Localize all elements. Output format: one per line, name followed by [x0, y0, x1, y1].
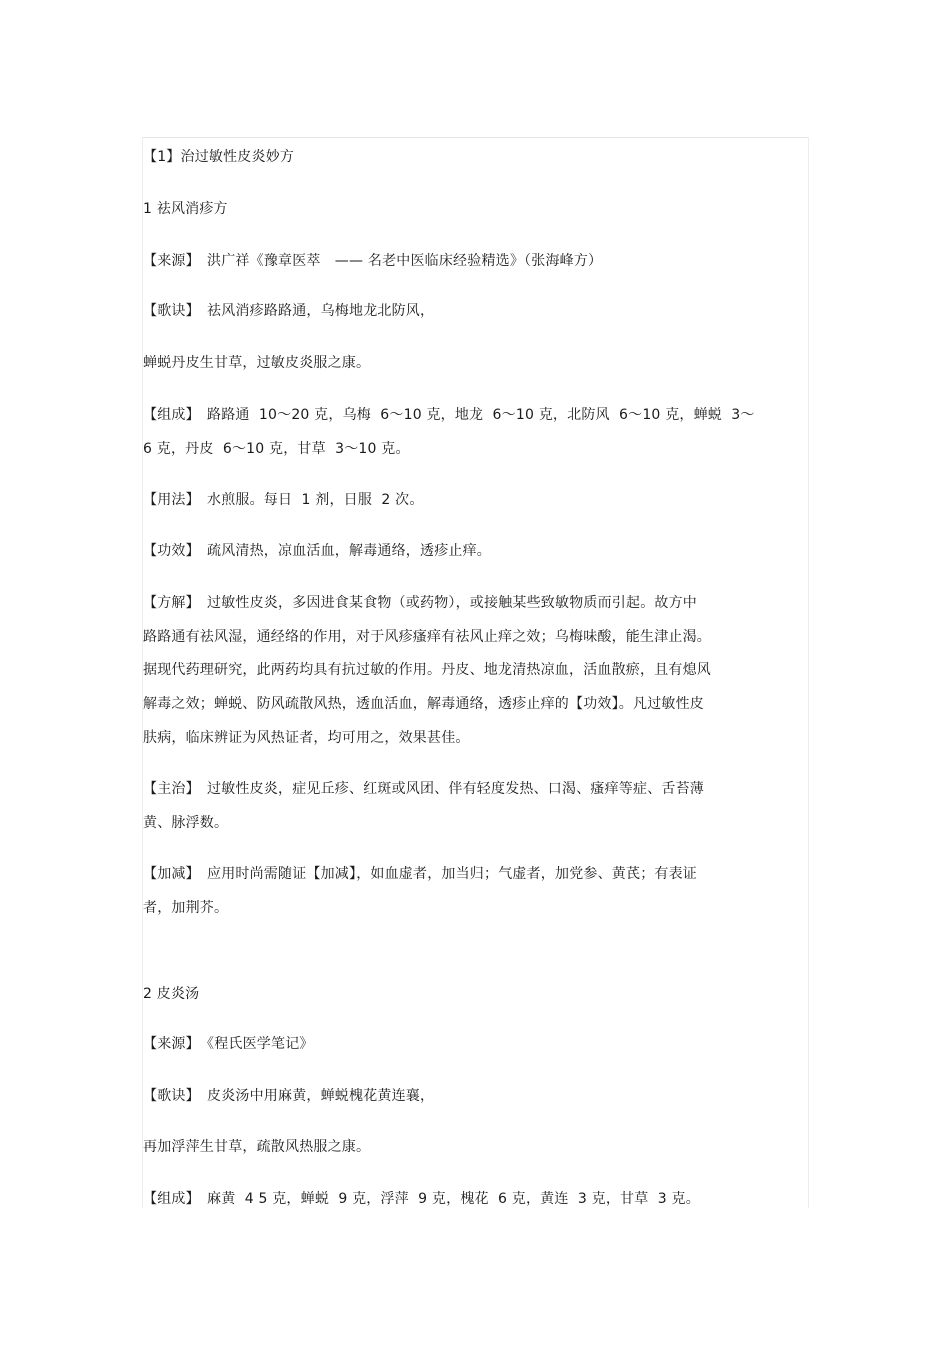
recipe-1-indication-line-2: 黄、脉浮数。 [143, 815, 229, 831]
recipe-1-explanation-line-4: 解毒之效；蝉蜕、防风疏散风热，透血活血，解毒通络，透疹止痒的【功效】。凡过敏性皮 [143, 696, 704, 712]
recipe-2-verse-line-2: 再加浮萍生甘草，疏散风热服之康。 [143, 1139, 371, 1155]
recipe-1-composition-line-1: 【组成】 路路通 10～20 克，乌梅 6～10 克，地龙 6～10 克，北防风 6～10 克，蝉蜕 3～ [143, 407, 755, 423]
recipe-1-modification-line-2: 者，加荆芥。 [143, 900, 229, 916]
recipe-2-verse-line-1: 【歌诀】 皮炎汤中用麻黄，蝉蜕槐花黄连襄， [143, 1088, 435, 1104]
recipe-1-source: 【来源】 洪广祥《豫章医萃 —— 名老中医临床经验精选》（张海峰方） [143, 253, 603, 269]
recipe-1-explanation-line-2: 路路通有祛风湿，通经络的作用，对于风疹瘙痒有祛风止痒之效；乌梅味酸，能生津止渴。 [143, 629, 711, 645]
recipe-1-title: 1 祛风消疹方 [143, 201, 228, 217]
recipe-1-modification-line-1: 【加减】 应用时尚需随证【加减】，如血虚者，加当归；气虚者，加党参、黄芪；有表证 [143, 866, 697, 882]
recipe-2-title: 2 皮炎汤 [143, 986, 200, 1002]
recipe-1-verse-line-1: 【歌诀】 祛风消疹路路通，乌梅地龙北防风， [143, 303, 435, 319]
recipe-1-explanation-line-3: 据现代药理研究，此两药均具有抗过敏的作用。丹皮、地龙清热凉血，活血散瘀，且有熄风 [143, 662, 711, 678]
recipe-1-efficacy: 【功效】 疏风清热，凉血活血，解毒通络，透疹止痒。 [143, 543, 491, 559]
recipe-1-verse-line-2: 蝉蜕丹皮生甘草，过敏皮炎服之康。 [143, 355, 371, 371]
document-heading: 【1】治过敏性皮炎妙方 [143, 149, 295, 165]
recipe-1-indication-line-1: 【主治】 过敏性皮炎，症见丘疹、红斑或风团、伴有轻度发热、口渴、瘙痒等症、舌苔薄 [143, 781, 704, 797]
recipe-1-explanation-line-1: 【方解】 过敏性皮炎，多因进食某食物（或药物），或接触某些致敏物质而引起。故方中 [143, 595, 697, 611]
recipe-1-usage: 【用法】 水煎服。每日 1 剂，日服 2 次。 [143, 492, 424, 508]
recipe-1-explanation-line-5: 肤病，临床辨证为风热证者，均可用之，效果甚佳。 [143, 730, 470, 746]
recipe-2-source: 【来源】 《程氏医学笔记》 [143, 1036, 314, 1052]
recipe-2-composition: 【组成】 麻黄 4 5 克，蝉蜕 9 克，浮萍 9 克，槐花 6 克，黄连 3 克，甘草 3 克。 [143, 1191, 700, 1207]
recipe-1-composition-line-2: 6 克，丹皮 6～10 克，甘草 3～10 克。 [143, 441, 410, 457]
